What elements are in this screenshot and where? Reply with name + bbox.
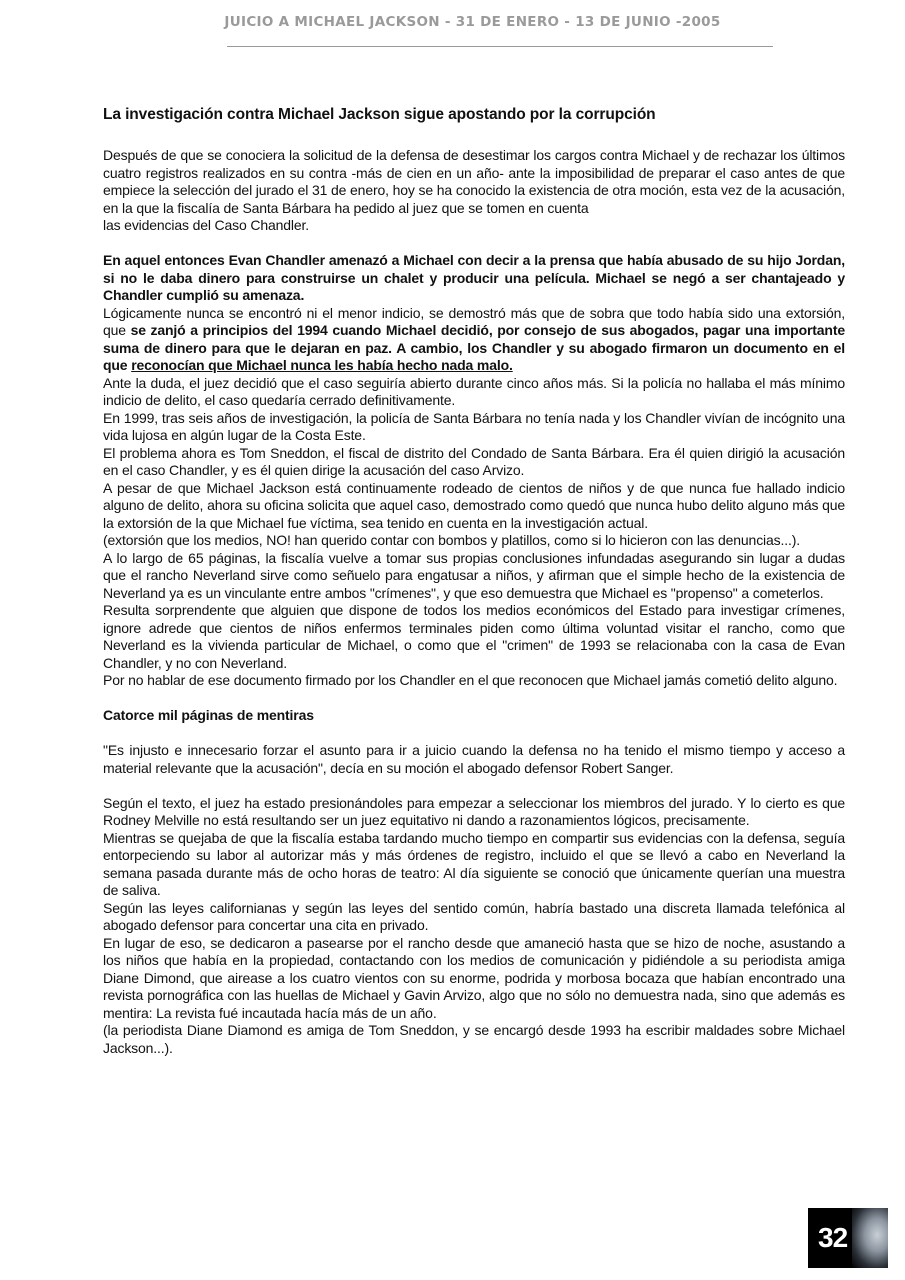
paragraph: "Es injusto e innecesario forzar el asunto para ir a juicio cuando la defensa no ha tenido el mismo tiempo y acceso a material relevante que la acusación", decía en su moción el abogado defensor Robert Sanger. [103,742,845,776]
page-number-badge [808,1208,888,1268]
paragraph [103,305,845,375]
paragraph: (la periodista Diane Diamond es amiga de Tom Sneddon, y se encargó desde 1993 ha escribir maldades sobre Michael Jackson...). [103,1022,845,1056]
text: Lógicamente nunca se encontró ni el menor indicio, se demostró más que de sobra que todo había sido una extorsión, que [103,304,845,338]
paragraph: Ante la duda, el juez decidió que el caso seguiría abierto durante cinco años más. Si la policía no hallaba el más mínimo indicio de delito, el caso quedaría cerrado definitivamente. [103,374,845,408]
paragraph: El problema ahora es Tom Sneddon, el fiscal de distrito del Condado de Santa Bárbara. Era él quien dirigió la acusación en el caso Chandler, y es él quien dirige la acusación del caso Arvizo. [103,444,845,478]
paragraph: Mientras se quejaba de que la fiscalía estaba tardando mucho tiempo en compartir sus evidencias con la defensa, seguía entorpeciendo su labor al autorizar más y más órdenes de registro, incluido el que se llevó a cabo en Neverland la semana pasada durante más de ocho horas de teatro: Al día siguiente se conoció que únicamente querían una muestra de saliva. [103,829,845,898]
header-divider [227,46,773,47]
paragraph: Según el texto, el juez ha estado presionándoles para empezar a seleccionar los miembros del jurado. Y lo cierto es que Rodney Melville no está resultando ser un juez equitativo ni dando a razonamientos lógicos, precisamente. [103,794,845,828]
paragraph: En lugar de eso, se dedicaron a pasearse por el rancho desde que amaneció hasta que se hizo de noche, asustando a los niños que había en la propiedad, contactando con los medios de comunicación y pidiéndole a su periodista amiga Diane Dimond, que airease a los cuatro vientos con su enorme, podrida y morbosa bocaza que habían encontrado una revista pornográfica con las huellas de Michael y Gavin Arvizo, algo que no sólo no demuestra nada, sino que además es mentira: La revista fué incautada hacía más de un año. [103,934,845,1021]
section-subtitle: Catorce mil páginas de mentiras [103,707,314,723]
page-number: 32 [818,1222,848,1253]
paragraph: (extorsión que los medios, NO! han querido contar con bombos y platillos, como si lo hicieron con las denuncias...). [103,532,800,548]
article-title: La investigación contra Michael Jackson sigue apostando por la corrupción [103,106,656,123]
portrait-image [852,1208,888,1268]
paragraph: Por no hablar de ese documento firmado por los Chandler en el que reconocen que Michael jamás cometió delito alguno. [103,672,838,688]
paragraph: A pesar de que Michael Jackson está continuamente rodeado de cientos de niños y de que nunca fue hallado indicio alguno de delito, ahora su oficina solicita que aquel caso, demostrado como quedó que nunca hubo delito alguno más que la extorsión de la que Michael fue víctima, sea tenido en cuenta en la investigación actual. [103,479,845,531]
paragraph: las evidencias del Caso Chandler. [103,217,309,233]
paragraph: En 1999, tras seis años de investigación, la policía de Santa Bárbara no tenía nada y los Chandler vivían de incógnito una vida lujosa en algún lugar de la Costa Este. [103,409,845,443]
bold-text: se zanjó a principios del 1994 cuando Michael decidió, por consejo de sus abogados, pagar una importante suma de dinero para que le dejaran en paz. A cambio, los Chandler y su abogado firmaron un documento en el que [103,322,845,373]
paragraph: A lo largo de 65 páginas, la fiscalía vuelve a tomar sus propias conclusiones infundadas asegurando sin lugar a dudas que el rancho Neverland sirve como señuelo para engatusar a niños, y afirman que el simple hecho de la existencia de Neverland ya es un vinculante entre ambos "crímenes", y que eso demuestra que Michael es "propenso" a cometerlos. [103,549,845,601]
article-body [103,105,845,1057]
bold-text: En aquel entonces Evan Chandler amenazó a Michael con decir a la prensa que había abusado de su hijo Jordan, si no le daba dinero para construirse un chalet y producir una película. Michael se negó a ser chantajeado y Chandler cumplió su amenaza. [103,252,845,303]
paragraph: Según las leyes californianas y según las leyes del sentido común, habría bastado una discreta llamada telefónica al abogado defensor para concertar una cita en privado. [103,899,845,933]
paragraph: Resulta sorprendente que alguien que dispone de todos los medios económicos del Estado para investigar crímenes, ignore adrede que cientos de niños enfermos terminales piden como última voluntad visitar el rancho, como que Neverland es la vivienda particular de Michael, o como que el "crimen" de 1993 se relacionaba con la casa de Evan Chandler, y no con Neverland. [103,602,845,671]
running-header: JUICIO A MICHAEL JACKSON - 31 DE ENERO - 13 DE JUNIO -2005 [224,14,721,30]
paragraph-bold [103,252,845,305]
paragraph: Después de que se conociera la solicitud de la defensa de desestimar los cargos contra Michael y de rechazar los últimos cuatro registros realizados en su contra -más de cien en un año- ante la imposibilidad de preparar el caso antes de que empiece la selección del jurado el 31 de enero, hoy se ha conocido la existencia de otra moción, esta vez de la acusación, en la que la fiscalía de Santa Bárbara ha pedido al juez que se tomen en cuenta [103,147,845,216]
underlined-text: reconocían que Michael nunca les había hecho nada malo. [131,357,513,373]
